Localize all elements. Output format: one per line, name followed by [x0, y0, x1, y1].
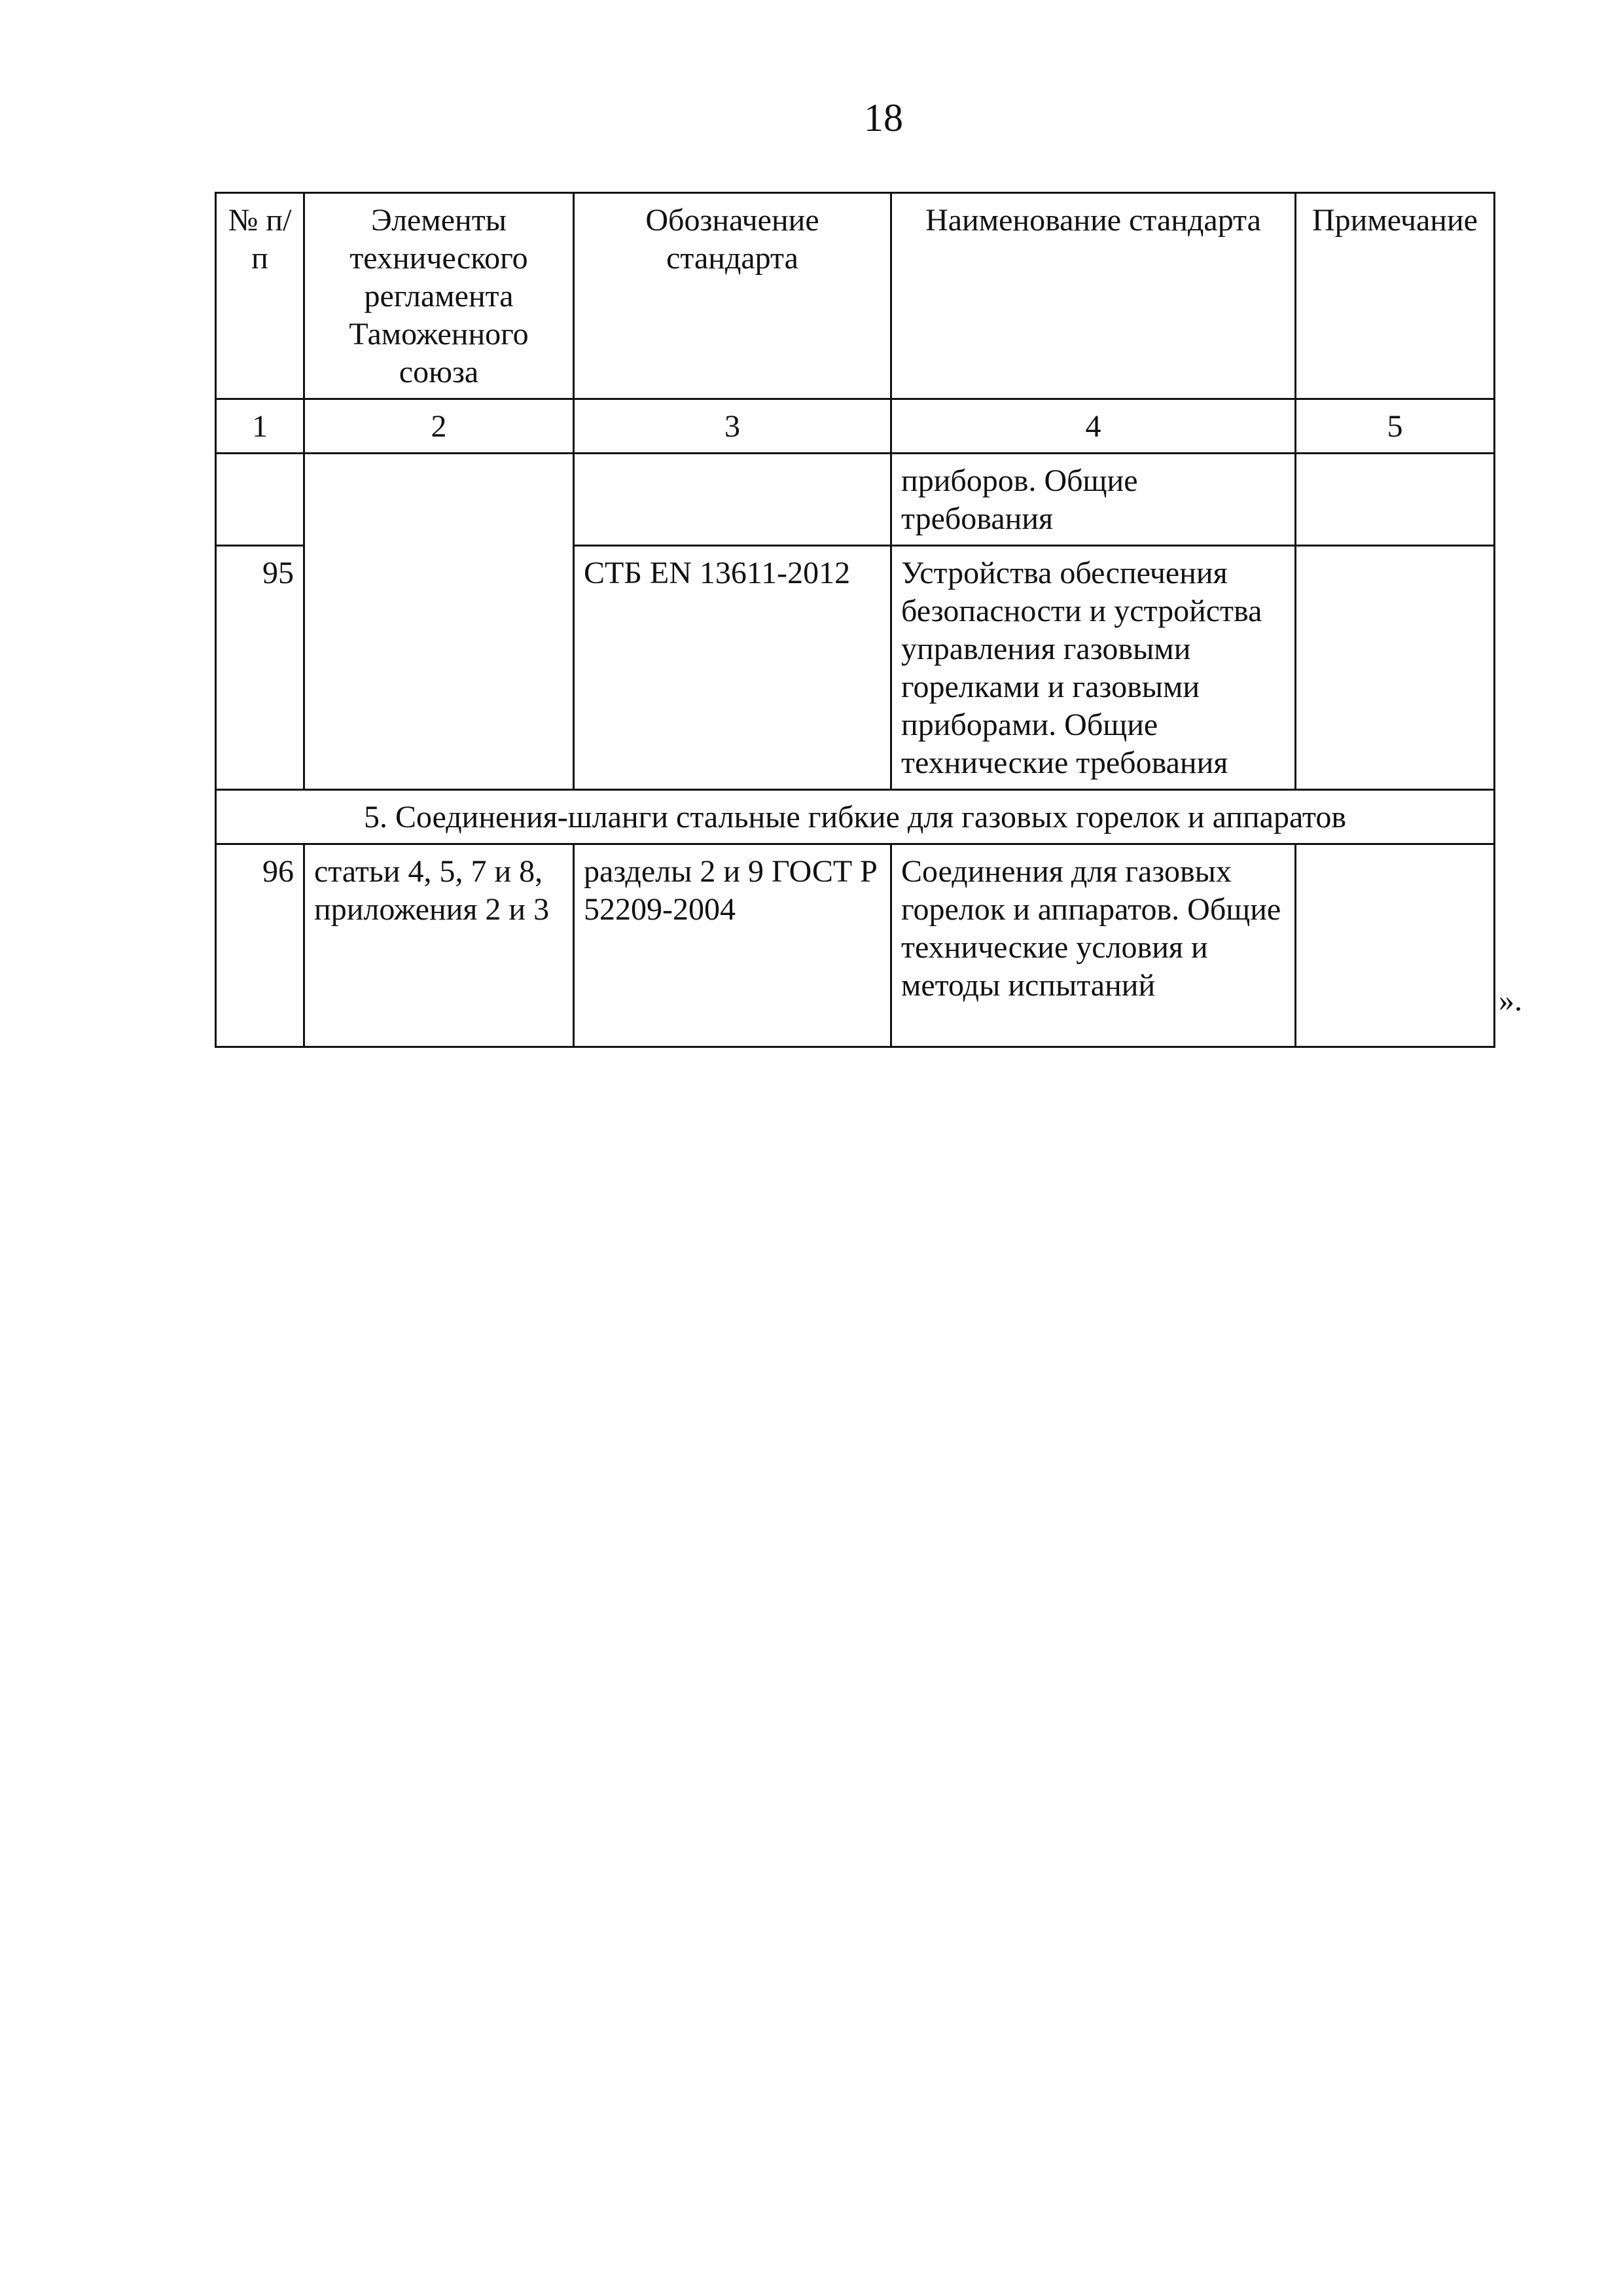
- header-cell-elements: Элементы технического регламента Таможенного союза: [304, 193, 574, 399]
- cell-name: приборов. Общие требования: [891, 454, 1296, 546]
- page-number: 18: [864, 96, 903, 139]
- header-cell-name: Наименование стандарта: [891, 193, 1296, 399]
- cell-note: [1296, 454, 1495, 546]
- column-number-cell: 4: [891, 399, 1296, 454]
- cell-designation: СТБ EN 13611-2012: [574, 546, 891, 790]
- column-number-row: [216, 399, 1495, 454]
- cell-number: [216, 454, 304, 546]
- header-cell-note: Примечание: [1296, 193, 1495, 399]
- column-number-cell: 5: [1296, 399, 1495, 454]
- table-row-continuation: [216, 454, 1495, 546]
- closing-quote-mark: ».: [1499, 983, 1522, 1018]
- column-number-cell: 3: [574, 399, 891, 454]
- column-number-cell: 1: [216, 399, 304, 454]
- cell-number: 95: [216, 546, 304, 790]
- cell-name: Соединения для газовых горелок и аппаратов. Общие технические условия и методы испытаний: [891, 844, 1296, 1047]
- cell-note: [1296, 844, 1495, 1047]
- cell-elements: статьи 4, 5, 7 и 8, приложения 2 и 3: [304, 844, 574, 1047]
- table-row-96: [216, 844, 1495, 1047]
- section-heading-row: [216, 790, 1495, 844]
- standards-table: [215, 192, 1495, 1048]
- table-header-row: [216, 193, 1495, 399]
- cell-name: Устройства обеспечения безопасности и устройства управления газовыми горелками и газовыми приборами. Общие технические требования: [891, 546, 1296, 790]
- cell-number: 96: [216, 844, 304, 1047]
- section-heading: 5. Соединения-шланги стальные гибкие для газовых горелок и аппаратов: [216, 790, 1495, 844]
- cell-designation: разделы 2 и 9 ГОСТ Р 52209-2004: [574, 844, 891, 1047]
- cell-designation: [574, 454, 891, 546]
- cell-note: [1296, 546, 1495, 790]
- header-cell-number: № п/п: [216, 193, 304, 399]
- cell-elements: [304, 454, 574, 790]
- header-cell-designation: Обозначение стандарта: [574, 193, 891, 399]
- column-number-cell: 2: [304, 399, 574, 454]
